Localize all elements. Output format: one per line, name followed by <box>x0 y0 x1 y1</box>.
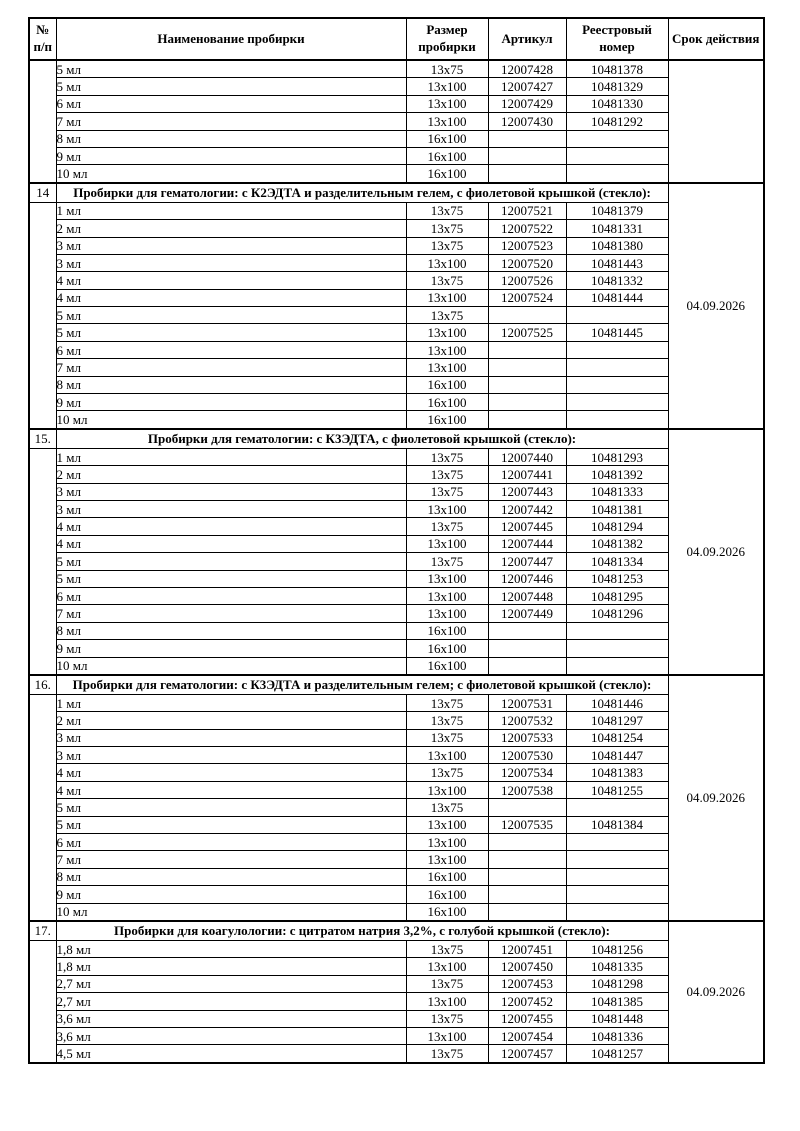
tube-name-cell: 5 мл <box>56 816 406 833</box>
tube-name-cell: 1 мл <box>56 694 406 711</box>
registry-number-cell: 10481295 <box>566 587 668 604</box>
column-header-name: Наименование пробирки <box>56 18 406 60</box>
registry-number-cell <box>566 307 668 324</box>
registry-number-cell: 10481257 <box>566 1045 668 1063</box>
registry-number-cell <box>566 834 668 851</box>
registry-number-cell <box>566 359 668 376</box>
tube-size-cell: 13x75 <box>406 553 488 570</box>
table-row <box>29 1027 764 1044</box>
article-cell <box>488 376 566 393</box>
tube-size-cell: 13x75 <box>406 237 488 254</box>
tube-size-cell: 13x75 <box>406 448 488 465</box>
tube-size-cell: 16x100 <box>406 376 488 393</box>
table-row <box>29 570 764 587</box>
tube-size-cell: 13x100 <box>406 834 488 851</box>
article-cell <box>488 394 566 411</box>
table-row <box>29 657 764 675</box>
article-cell: 12007453 <box>488 975 566 992</box>
tube-name-cell: 10 мл <box>56 165 406 183</box>
registry-number-cell: 10481380 <box>566 237 668 254</box>
tube-size-cell: 13x100 <box>406 289 488 306</box>
section-title-row <box>29 183 764 203</box>
registry-number-cell: 10481447 <box>566 747 668 764</box>
table-row <box>29 466 764 483</box>
article-cell: 12007523 <box>488 237 566 254</box>
article-cell: 12007521 <box>488 202 566 219</box>
table-row <box>29 254 764 271</box>
tube-name-cell: 2,7 мл <box>56 993 406 1010</box>
tube-name-cell: 4 мл <box>56 289 406 306</box>
registry-number-cell: 10481445 <box>566 324 668 341</box>
table-row <box>29 220 764 237</box>
tube-name-cell: 9 мл <box>56 147 406 164</box>
tube-name-cell: 3 мл <box>56 237 406 254</box>
tube-name-cell: 2 мл <box>56 712 406 729</box>
tube-name-cell: 1 мл <box>56 202 406 219</box>
row-number-cell: 15. <box>29 429 56 449</box>
table-row <box>29 483 764 500</box>
registry-number-cell: 10481253 <box>566 570 668 587</box>
validity-cell: 04.09.2026 <box>668 183 764 429</box>
tube-size-cell: 13x75 <box>406 764 488 781</box>
article-cell: 12007445 <box>488 518 566 535</box>
article-cell: 12007441 <box>488 466 566 483</box>
table-row <box>29 587 764 604</box>
column-header-size: Размер пробирки <box>406 18 488 60</box>
row-number-cell: 17. <box>29 921 56 941</box>
table-row <box>29 816 764 833</box>
table-row <box>29 324 764 341</box>
tube-name-cell: 2 мл <box>56 466 406 483</box>
registry-number-cell: 10481443 <box>566 254 668 271</box>
tube-name-cell: 5 мл <box>56 553 406 570</box>
registry-number-cell: 10481292 <box>566 113 668 130</box>
tube-size-cell: 13x100 <box>406 95 488 112</box>
tube-name-cell: 4 мл <box>56 518 406 535</box>
table-row <box>29 95 764 112</box>
tube-size-cell: 13x100 <box>406 816 488 833</box>
registry-number-cell <box>566 376 668 393</box>
column-header-validity: Срок действия <box>668 18 764 60</box>
article-cell <box>488 657 566 675</box>
registry-number-cell: 10481381 <box>566 500 668 517</box>
registry-number-cell <box>566 640 668 657</box>
tube-name-cell: 7 мл <box>56 605 406 622</box>
tube-size-cell: 13x100 <box>406 958 488 975</box>
tube-name-cell: 4 мл <box>56 272 406 289</box>
table-row <box>29 535 764 552</box>
row-number-cell <box>29 60 56 183</box>
tube-size-cell: 13x100 <box>406 78 488 95</box>
tube-name-cell: 2,7 мл <box>56 975 406 992</box>
tube-size-cell: 13x75 <box>406 694 488 711</box>
article-cell: 12007444 <box>488 535 566 552</box>
registry-number-cell: 10481384 <box>566 816 668 833</box>
registry-number-cell <box>566 622 668 639</box>
tube-size-cell: 16x100 <box>406 640 488 657</box>
article-cell <box>488 165 566 183</box>
article-cell <box>488 307 566 324</box>
table-row <box>29 622 764 639</box>
tube-size-cell: 13x100 <box>406 341 488 358</box>
table-row <box>29 202 764 219</box>
tube-size-cell: 13x100 <box>406 324 488 341</box>
table-row <box>29 237 764 254</box>
tube-name-cell: 1,8 мл <box>56 958 406 975</box>
tube-name-cell: 6 мл <box>56 341 406 358</box>
tube-name-cell: 8 мл <box>56 622 406 639</box>
registry-number-cell: 10481383 <box>566 764 668 781</box>
table-row <box>29 640 764 657</box>
article-cell: 12007451 <box>488 940 566 957</box>
tube-size-cell: 13x75 <box>406 60 488 78</box>
tube-size-cell: 16x100 <box>406 411 488 429</box>
tube-size-cell: 13x100 <box>406 993 488 1010</box>
table-row <box>29 975 764 992</box>
tube-name-cell: 7 мл <box>56 113 406 130</box>
tube-size-cell: 13x100 <box>406 1027 488 1044</box>
tube-name-cell: 8 мл <box>56 868 406 885</box>
tube-name-cell: 5 мл <box>56 307 406 324</box>
row-number-cell <box>29 202 56 429</box>
registry-number-cell: 10481330 <box>566 95 668 112</box>
table-body <box>29 60 764 1063</box>
registry-number-cell: 10481297 <box>566 712 668 729</box>
tube-name-cell: 9 мл <box>56 886 406 903</box>
article-cell: 12007525 <box>488 324 566 341</box>
registry-number-cell: 10481379 <box>566 202 668 219</box>
table-row <box>29 130 764 147</box>
section-title-row <box>29 675 764 695</box>
table-row <box>29 903 764 921</box>
tube-size-cell: 16x100 <box>406 147 488 164</box>
registry-number-cell: 10481333 <box>566 483 668 500</box>
table-row <box>29 78 764 95</box>
tube-size-cell: 13x100 <box>406 605 488 622</box>
registry-number-cell: 10481298 <box>566 975 668 992</box>
tube-size-cell: 16x100 <box>406 165 488 183</box>
registry-number-cell: 10481446 <box>566 694 668 711</box>
row-number-cell <box>29 448 56 675</box>
article-cell <box>488 130 566 147</box>
tube-name-cell: 4 мл <box>56 781 406 798</box>
table-row <box>29 113 764 130</box>
registry-number-cell: 10481378 <box>566 60 668 78</box>
tube-size-cell: 13x75 <box>406 975 488 992</box>
tube-size-cell: 13x75 <box>406 1010 488 1027</box>
tube-registry-table <box>28 17 765 1064</box>
article-cell: 12007455 <box>488 1010 566 1027</box>
article-cell <box>488 359 566 376</box>
table-row <box>29 694 764 711</box>
tube-name-cell: 3 мл <box>56 500 406 517</box>
table-row <box>29 553 764 570</box>
article-cell: 12007428 <box>488 60 566 78</box>
article-cell: 12007443 <box>488 483 566 500</box>
tube-name-cell: 8 мл <box>56 130 406 147</box>
registry-number-cell <box>566 394 668 411</box>
tube-name-cell: 3,6 мл <box>56 1027 406 1044</box>
validity-cell: 04.09.2026 <box>668 429 764 675</box>
tube-name-cell: 4,5 мл <box>56 1045 406 1063</box>
section-title-row <box>29 429 764 449</box>
table-row <box>29 834 764 851</box>
section-title: Пробирки для гематологии: с К3ЭДТА и разделительным гелем; с фиолетовой крышкой (стекло): <box>56 675 668 695</box>
table-row <box>29 448 764 465</box>
table-header <box>29 18 764 60</box>
tube-name-cell: 6 мл <box>56 834 406 851</box>
table-row <box>29 940 764 957</box>
article-cell: 12007522 <box>488 220 566 237</box>
column-header-article: Артикул <box>488 18 566 60</box>
article-cell <box>488 886 566 903</box>
tube-name-cell: 6 мл <box>56 95 406 112</box>
table-row <box>29 799 764 816</box>
article-cell <box>488 799 566 816</box>
table-row <box>29 341 764 358</box>
tube-name-cell: 8 мл <box>56 376 406 393</box>
registry-number-cell <box>566 868 668 885</box>
tube-size-cell: 13x75 <box>406 307 488 324</box>
section-title: Пробирки для коагулологии: с цитратом натрия 3,2%, с голубой крышкой (стекло): <box>56 921 668 941</box>
registry-number-cell: 10481385 <box>566 993 668 1010</box>
article-cell <box>488 341 566 358</box>
tube-size-cell: 13x75 <box>406 272 488 289</box>
row-number-cell <box>29 940 56 1062</box>
tube-name-cell: 5 мл <box>56 799 406 816</box>
row-number-cell: 14 <box>29 183 56 203</box>
tube-size-cell: 13x100 <box>406 570 488 587</box>
registry-number-cell: 10481444 <box>566 289 668 306</box>
registry-number-cell: 10481329 <box>566 78 668 95</box>
table-row <box>29 851 764 868</box>
tube-name-cell: 3 мл <box>56 254 406 271</box>
article-cell: 12007427 <box>488 78 566 95</box>
article-cell: 12007457 <box>488 1045 566 1063</box>
article-cell: 12007446 <box>488 570 566 587</box>
tube-size-cell: 16x100 <box>406 886 488 903</box>
section-title: Пробирки для гематологии: с К2ЭДТА и разделительным гелем, с фиолетовой крышкой (стекло): <box>56 183 668 203</box>
table-row <box>29 376 764 393</box>
registry-number-cell: 10481382 <box>566 535 668 552</box>
table-row <box>29 147 764 164</box>
registry-number-cell: 10481296 <box>566 605 668 622</box>
article-cell <box>488 903 566 921</box>
table-row <box>29 1045 764 1063</box>
tube-size-cell: 13x100 <box>406 359 488 376</box>
article-cell: 12007531 <box>488 694 566 711</box>
article-cell <box>488 411 566 429</box>
tube-name-cell: 6 мл <box>56 587 406 604</box>
table-row <box>29 359 764 376</box>
table-row <box>29 1010 764 1027</box>
table-row <box>29 764 764 781</box>
article-cell: 12007532 <box>488 712 566 729</box>
article-cell: 12007534 <box>488 764 566 781</box>
article-cell <box>488 868 566 885</box>
registry-number-cell: 10481335 <box>566 958 668 975</box>
table-row <box>29 518 764 535</box>
registry-number-cell: 10481336 <box>566 1027 668 1044</box>
article-cell: 12007520 <box>488 254 566 271</box>
tube-size-cell: 16x100 <box>406 903 488 921</box>
registry-number-cell: 10481331 <box>566 220 668 237</box>
article-cell: 12007535 <box>488 816 566 833</box>
tube-size-cell: 13x75 <box>406 799 488 816</box>
tube-name-cell: 4 мл <box>56 764 406 781</box>
registry-number-cell <box>566 147 668 164</box>
tube-size-cell: 16x100 <box>406 394 488 411</box>
tube-size-cell: 16x100 <box>406 868 488 885</box>
validity-cell: 04.09.2026 <box>668 921 764 1063</box>
article-cell <box>488 851 566 868</box>
registry-number-cell: 10481392 <box>566 466 668 483</box>
registry-number-cell <box>566 411 668 429</box>
tube-name-cell: 7 мл <box>56 359 406 376</box>
article-cell: 12007533 <box>488 729 566 746</box>
registry-number-cell <box>566 903 668 921</box>
article-cell: 12007450 <box>488 958 566 975</box>
tube-size-cell: 13x75 <box>406 1045 488 1063</box>
article-cell: 12007440 <box>488 448 566 465</box>
article-cell: 12007449 <box>488 605 566 622</box>
section-title: Пробирки для гематологии: с К3ЭДТА, с фиолетовой крышкой (стекло): <box>56 429 668 449</box>
article-cell: 12007448 <box>488 587 566 604</box>
table-row <box>29 500 764 517</box>
section-title-row <box>29 921 764 941</box>
tube-size-cell: 13x75 <box>406 220 488 237</box>
registry-number-cell <box>566 341 668 358</box>
tube-name-cell: 2 мл <box>56 220 406 237</box>
header-row <box>29 18 764 60</box>
tube-size-cell: 13x100 <box>406 587 488 604</box>
tube-name-cell: 10 мл <box>56 411 406 429</box>
table-row <box>29 747 764 764</box>
article-cell: 12007454 <box>488 1027 566 1044</box>
registry-number-cell: 10481448 <box>566 1010 668 1027</box>
tube-size-cell: 13x100 <box>406 113 488 130</box>
tube-name-cell: 4 мл <box>56 535 406 552</box>
tube-name-cell: 3 мл <box>56 483 406 500</box>
article-cell: 12007526 <box>488 272 566 289</box>
column-header-number: № п/п <box>29 18 56 60</box>
table-row <box>29 394 764 411</box>
article-cell <box>488 147 566 164</box>
tube-size-cell: 13x75 <box>406 518 488 535</box>
article-cell: 12007452 <box>488 993 566 1010</box>
tube-name-cell: 1,8 мл <box>56 940 406 957</box>
tube-name-cell: 9 мл <box>56 394 406 411</box>
tube-size-cell: 13x100 <box>406 781 488 798</box>
tube-size-cell: 13x100 <box>406 747 488 764</box>
registry-number-cell: 10481256 <box>566 940 668 957</box>
table-row <box>29 165 764 183</box>
registry-number-cell <box>566 165 668 183</box>
table-row <box>29 729 764 746</box>
tube-name-cell: 9 мл <box>56 640 406 657</box>
registry-number-cell <box>566 657 668 675</box>
table-row <box>29 781 764 798</box>
registry-number-cell <box>566 851 668 868</box>
tube-name-cell: 5 мл <box>56 570 406 587</box>
tube-name-cell: 1 мл <box>56 448 406 465</box>
table-row <box>29 886 764 903</box>
tube-name-cell: 10 мл <box>56 903 406 921</box>
column-header-registry: Реестровый номер <box>566 18 668 60</box>
tube-size-cell: 13x75 <box>406 202 488 219</box>
table-row <box>29 411 764 429</box>
article-cell: 12007524 <box>488 289 566 306</box>
registry-number-cell <box>566 886 668 903</box>
tube-size-cell: 13x100 <box>406 535 488 552</box>
tube-size-cell: 13x75 <box>406 940 488 957</box>
registry-number-cell <box>566 130 668 147</box>
table-row <box>29 60 764 78</box>
row-number-cell: 16. <box>29 675 56 695</box>
table-row <box>29 958 764 975</box>
table-row <box>29 712 764 729</box>
tube-name-cell: 5 мл <box>56 60 406 78</box>
tube-name-cell: 3 мл <box>56 729 406 746</box>
article-cell: 12007442 <box>488 500 566 517</box>
tube-size-cell: 13x75 <box>406 712 488 729</box>
tube-size-cell: 16x100 <box>406 622 488 639</box>
tube-name-cell: 5 мл <box>56 78 406 95</box>
table-row <box>29 605 764 622</box>
registry-number-cell: 10481334 <box>566 553 668 570</box>
validity-cell <box>668 60 764 183</box>
article-cell <box>488 834 566 851</box>
tube-size-cell: 16x100 <box>406 130 488 147</box>
tube-name-cell: 10 мл <box>56 657 406 675</box>
article-cell <box>488 622 566 639</box>
table-row <box>29 272 764 289</box>
registry-number-cell: 10481293 <box>566 448 668 465</box>
tube-name-cell: 5 мл <box>56 324 406 341</box>
validity-cell: 04.09.2026 <box>668 675 764 921</box>
tube-size-cell: 13x100 <box>406 851 488 868</box>
article-cell: 12007430 <box>488 113 566 130</box>
tube-name-cell: 7 мл <box>56 851 406 868</box>
table-row <box>29 993 764 1010</box>
tube-size-cell: 13x75 <box>406 729 488 746</box>
article-cell: 12007429 <box>488 95 566 112</box>
tube-name-cell: 3 мл <box>56 747 406 764</box>
tube-size-cell: 13x75 <box>406 483 488 500</box>
registry-number-cell <box>566 799 668 816</box>
tube-size-cell: 16x100 <box>406 657 488 675</box>
article-cell <box>488 640 566 657</box>
tube-size-cell: 13x75 <box>406 466 488 483</box>
article-cell: 12007530 <box>488 747 566 764</box>
registry-number-cell: 10481332 <box>566 272 668 289</box>
registry-number-cell: 10481254 <box>566 729 668 746</box>
tube-size-cell: 13x100 <box>406 500 488 517</box>
tube-name-cell: 3,6 мл <box>56 1010 406 1027</box>
table-row <box>29 289 764 306</box>
table-row <box>29 868 764 885</box>
article-cell: 12007447 <box>488 553 566 570</box>
registry-number-cell: 10481294 <box>566 518 668 535</box>
table-row <box>29 307 764 324</box>
row-number-cell <box>29 694 56 921</box>
tube-size-cell: 13x100 <box>406 254 488 271</box>
article-cell: 12007538 <box>488 781 566 798</box>
registry-number-cell: 10481255 <box>566 781 668 798</box>
